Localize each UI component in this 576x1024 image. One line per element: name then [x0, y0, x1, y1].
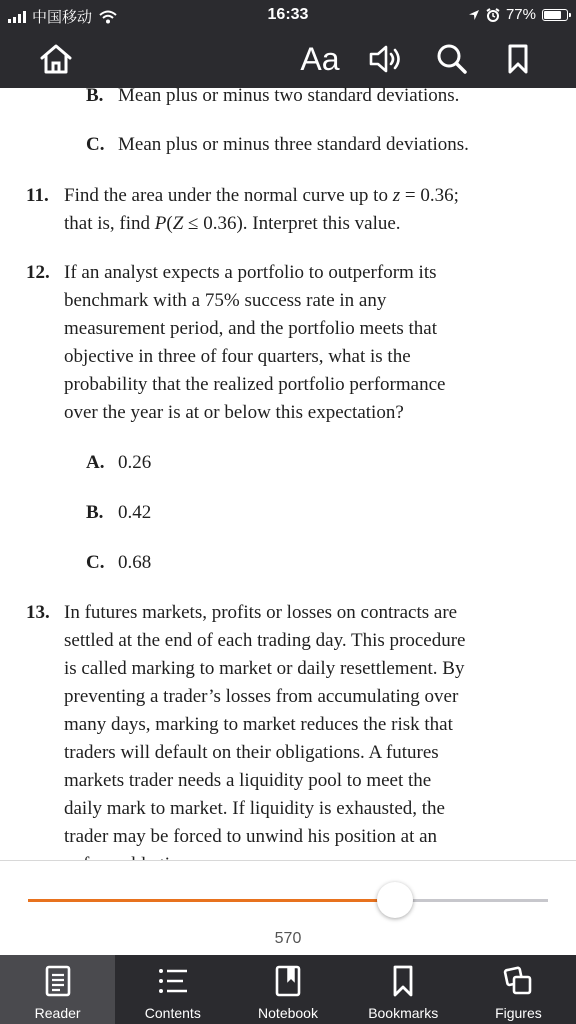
notebook-icon: [275, 965, 301, 997]
tab-figures[interactable]: [461, 955, 576, 1024]
option-text: 0.26: [118, 452, 152, 473]
question-number: 12.: [26, 262, 50, 283]
option-letter: A.: [86, 452, 105, 473]
option-c: [86, 549, 151, 577]
question-number: 13.: [26, 602, 50, 623]
variable-z: z: [392, 185, 401, 206]
option-text: 0.42: [118, 502, 152, 523]
tab-label: Bookmarks: [368, 1005, 439, 1021]
bookmark-button[interactable]: [500, 39, 536, 79]
tab-label: Notebook: [258, 1005, 318, 1021]
home-button[interactable]: [36, 39, 76, 79]
text-run: that is, find: [64, 213, 155, 234]
tab-contents[interactable]: [115, 955, 230, 1024]
battery-fill: [544, 11, 561, 19]
location-icon: [468, 9, 480, 21]
question-text: If an analyst expects a portfolio to outperform its benchmark with a 75% success rate in any measurement period, and the portfolio meets that objective in three of four quarters, what is the probability that the realized portfolio performance over the year is at or below this expectation?: [64, 262, 446, 423]
option-letter: B.: [86, 502, 104, 523]
book-page[interactable]: [0, 85, 576, 860]
read-aloud-button[interactable]: [366, 39, 406, 79]
page-slider-progress: [28, 899, 395, 902]
bottom-tab-bar: [0, 955, 576, 1024]
text-run: Find the area under the normal curve up to: [64, 185, 393, 206]
variable-p: P: [154, 213, 167, 234]
option-c: [86, 131, 469, 159]
alarm-icon: [486, 8, 500, 22]
clock: 16:33: [267, 6, 309, 23]
battery-icon: [542, 9, 568, 21]
speaker-icon: [368, 44, 404, 74]
page-slider-track[interactable]: [28, 899, 548, 902]
variable-capital-z: Z: [172, 213, 184, 234]
reader-toolbar: [0, 30, 576, 88]
question-12: [26, 259, 546, 427]
question-number: 11.: [26, 185, 49, 206]
question-text: [64, 182, 546, 238]
option-letter: C.: [86, 134, 105, 155]
question-11: [26, 182, 546, 238]
battery-percent: 77%: [505, 6, 536, 23]
option-text: Mean plus or minus two standard deviations.: [118, 85, 460, 106]
option-b: [86, 82, 459, 110]
font-settings-button[interactable]: Aa: [300, 40, 340, 77]
option-text: Mean plus or minus three standard deviations.: [118, 134, 469, 155]
carrier-name: 中国移动: [32, 8, 93, 26]
option-letter: B.: [86, 85, 104, 106]
option-letter: C.: [86, 552, 105, 573]
tab-bookmarks[interactable]: [346, 955, 461, 1024]
option-b: [86, 499, 151, 527]
tab-label: Reader: [34, 1005, 81, 1021]
option-a: [86, 449, 151, 477]
top-bar: [0, 0, 576, 88]
page-slider-area: [0, 860, 576, 955]
page-number: 570: [274, 930, 302, 947]
page-slider-handle[interactable]: [377, 882, 413, 918]
question-text: In futures markets, profits or losses on contracts are settled at the end of each trading day. This procedure is called marking to market or daily resettlement. By preventing a trader’s losses from accumulating over many days, marking to market reduces the risk that traders will default on their obligations. A futures markets trader needs a liquidity pool to meet the daily mark to market. If liquidity is exhausted, the trader may be forced to unwind his position at an: [64, 602, 466, 847]
reader-icon: [45, 965, 71, 997]
contents-icon: [158, 967, 188, 995]
tab-label: Contents: [144, 1005, 201, 1021]
search-button[interactable]: [432, 39, 472, 79]
figures-icon: [502, 965, 534, 997]
text-run: = 0.36;: [400, 185, 459, 206]
text-run: ≤ 0.36). Interpret this value.: [183, 213, 401, 234]
tab-label: Figures: [495, 1005, 542, 1021]
status-bar: [0, 0, 576, 30]
home-icon: [39, 43, 73, 75]
option-text: 0.68: [118, 552, 152, 573]
text-run: (: [166, 213, 173, 234]
search-icon: [436, 43, 468, 75]
bookmark-icon: [507, 44, 529, 74]
tab-reader[interactable]: [0, 955, 115, 1024]
tab-notebook[interactable]: [230, 955, 345, 1024]
bookmarks-icon: [392, 965, 414, 997]
question-13: [26, 599, 546, 879]
